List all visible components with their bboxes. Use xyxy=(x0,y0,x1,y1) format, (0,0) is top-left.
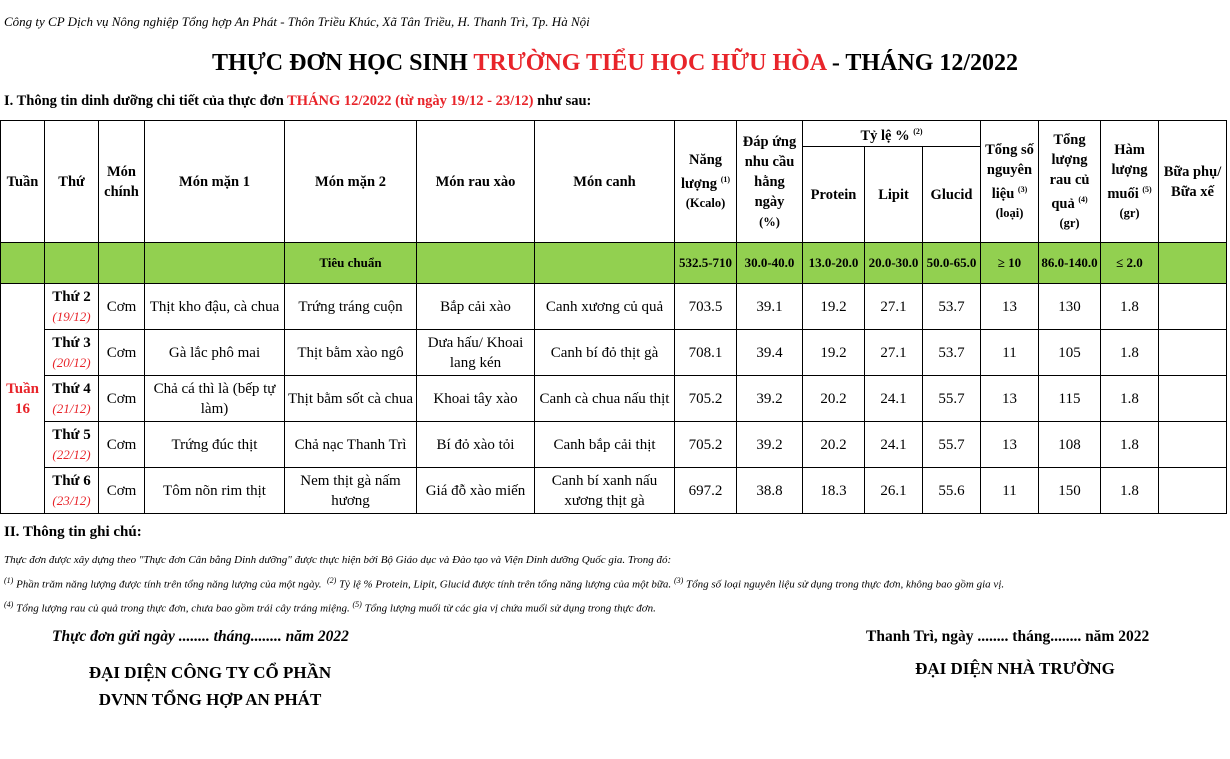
lipit-cell: 27.1 xyxy=(865,330,923,376)
week-cell xyxy=(1,284,45,514)
kcal-cell: 703.5 xyxy=(675,284,737,330)
header-tong-nguyen-lieu xyxy=(981,121,1039,243)
nguyen-lieu-cell: 13 xyxy=(981,376,1039,422)
muoi-unit: (gr) xyxy=(1119,206,1140,221)
standard-protein: 13.0-20.0 xyxy=(803,243,865,284)
company-info: Công ty CP Dịch vụ Nông nghiệp Tổng hợp An Phát - Thôn Triều Khúc, Xã Tân Triều, H. Thanh Trì, Tp. Hà Nội xyxy=(4,14,590,29)
rau-gr-cell: 150 xyxy=(1039,468,1101,514)
table-row xyxy=(1,468,1227,514)
header-mon-rau-xao: Món rau xào xyxy=(417,121,535,243)
protein-cell: 20.2 xyxy=(803,376,865,422)
muoi-cell: 1.8 xyxy=(1101,330,1159,376)
nguyen-lieu-cell: 13 xyxy=(981,284,1039,330)
header-mon-man-1: Món mặn 1 xyxy=(145,121,285,243)
glucid-cell: 53.7 xyxy=(923,284,981,330)
company-rep-line-1: ĐẠI DIỆN CÔNG TY CỔ PHẦN xyxy=(88,663,332,682)
mon-chinh-cell: Cơm xyxy=(99,422,145,468)
place-date: Thanh Trì, ngày ........ tháng........ năm 2022 xyxy=(866,628,1150,645)
rau-gr-cell: 108 xyxy=(1039,422,1101,468)
glucid-cell: 53.7 xyxy=(923,330,981,376)
standard-glucid: 50.0-65.0 xyxy=(923,243,981,284)
dap-ung-cell: 39.2 xyxy=(737,376,803,422)
note-sup-2: (2) xyxy=(326,576,337,585)
section-2-heading: II. Thông tin ghi chú: xyxy=(4,524,142,540)
mon-canh-cell: Canh cà chua nấu thịt xyxy=(535,376,675,422)
mon-canh-cell: Canh bí xanh nấu xương thịt gà xyxy=(535,468,675,514)
mon-man-1-cell: Gà lắc phô mai xyxy=(145,330,285,376)
header-ty-le xyxy=(803,121,981,147)
standard-tong-nl: ≥ 10 xyxy=(981,243,1039,284)
nguyen-lieu-cell: 13 xyxy=(981,422,1039,468)
week-label: Tuần xyxy=(6,380,39,397)
mon-man-2-cell: Thịt bằm xào ngô xyxy=(285,330,417,376)
day-cell xyxy=(45,330,99,376)
standard-tong-rau: 86.0-140.0 xyxy=(1039,243,1101,284)
lipit-cell: 26.1 xyxy=(865,468,923,514)
mon-chinh-cell: Cơm xyxy=(99,284,145,330)
protein-cell: 19.2 xyxy=(803,284,865,330)
protein-cell: 20.2 xyxy=(803,422,865,468)
standard-nang-luong: 532.5-710 xyxy=(675,243,737,284)
bua-phu-cell xyxy=(1159,284,1227,330)
page-title xyxy=(0,50,1230,77)
lipit-cell: 27.1 xyxy=(865,284,923,330)
muoi-cell: 1.8 xyxy=(1101,422,1159,468)
title-month: - THÁNG 12/2022 xyxy=(825,50,1019,76)
mon-man-2-cell: Trứng tráng cuộn xyxy=(285,284,417,330)
sent-date: Thực đơn gửi ngày ........ tháng........ năm 2022 xyxy=(52,628,349,645)
mon-canh-cell: Canh bí đỏ thịt gà xyxy=(535,330,675,376)
week-number: 16 xyxy=(15,400,30,417)
bua-phu-cell xyxy=(1159,422,1227,468)
menu-table xyxy=(0,120,1227,514)
header-nang-luong xyxy=(675,121,737,243)
mon-chinh-cell: Cơm xyxy=(99,330,145,376)
nguyen-lieu-cell: 11 xyxy=(981,330,1039,376)
nguyen-lieu-cell: 11 xyxy=(981,468,1039,514)
ty-le-sup: (2) xyxy=(913,126,923,136)
mon-rau-cell: Dưa hấu/ Khoai lang kén xyxy=(417,330,535,376)
lipit-cell: 24.1 xyxy=(865,422,923,468)
note-line-1 xyxy=(4,576,1230,591)
header-lipit: Lipit xyxy=(865,147,923,243)
mon-man-2-cell: Chả nạc Thanh Trì xyxy=(285,422,417,468)
mon-rau-cell: Khoai tây xào xyxy=(417,376,535,422)
tong-nl-label: Tổng số nguyên liệu xyxy=(985,141,1034,202)
dap-ung-cell: 39.1 xyxy=(737,284,803,330)
note-line-2 xyxy=(4,600,1230,615)
kcal-cell: 705.2 xyxy=(675,422,737,468)
mon-man-1-cell: Trứng đúc thịt xyxy=(145,422,285,468)
day-date: (21/12) xyxy=(52,400,91,416)
kcal-cell: 697.2 xyxy=(675,468,737,514)
ty-le-label: Tỷ lệ % xyxy=(860,127,910,144)
mon-rau-cell: Bí đỏ xào tỏi xyxy=(417,422,535,468)
mon-canh-cell: Canh xương củ quả xyxy=(535,284,675,330)
mon-chinh-cell: Cơm xyxy=(99,468,145,514)
header-dap-ung xyxy=(737,121,803,243)
company-rep-line-2: DVNN TỔNG HỢP AN PHÁT xyxy=(98,690,322,709)
mon-canh-cell: Canh bắp cải thịt xyxy=(535,422,675,468)
note-4: Tổng lượng rau củ quả trong thực đơn, chưa bao gồm trái cây tráng miệng. xyxy=(16,602,350,615)
day-name: Thứ 6 xyxy=(52,472,91,489)
note-intro: Thực đơn được xây dựng theo "Thực đơn Cân bằng Dinh dưỡng" được thực hiện bởi Bộ Giáo dục và Đào tạo và Viện Dinh dưỡng Quốc gia. Trong đó: xyxy=(4,554,672,566)
note-sup-3: (3) xyxy=(673,576,684,585)
day-name: Thứ 2 xyxy=(52,288,91,305)
mon-chinh-cell: Cơm xyxy=(99,376,145,422)
protein-cell: 18.3 xyxy=(803,468,865,514)
section-1-prefix: I. Thông tin dinh dưỡng chi tiết của thực đơn xyxy=(4,93,288,109)
school-name: TRƯỜNG TIỂU HỌC HỮU HÒA xyxy=(473,50,826,76)
tong-nl-sup: (3) xyxy=(1017,184,1028,194)
rau-gr-cell: 105 xyxy=(1039,330,1101,376)
day-date: (19/12) xyxy=(52,308,91,324)
section-1-period: THÁNG 12/2022 (từ ngày 19/12 - 23/12) xyxy=(287,93,534,109)
bua-phu-cell xyxy=(1159,376,1227,422)
day-cell xyxy=(45,422,99,468)
nang-luong-sup: (1) xyxy=(720,174,731,184)
mon-man-2-cell: Nem thịt gà nấm hương xyxy=(285,468,417,514)
kcal-cell: 708.1 xyxy=(675,330,737,376)
mon-man-1-cell: Chả cá thì là (bếp tự làm) xyxy=(145,376,285,422)
note-3: Tổng số loại nguyên liệu sử dụng trong thực đơn, không bao gồm gia vị. xyxy=(686,578,1005,591)
header-bua-phu: Bữa phụ/ Bữa xế xyxy=(1159,121,1227,243)
nang-luong-label: Năng lượng xyxy=(680,151,723,192)
day-date: (23/12) xyxy=(52,492,91,508)
standard-row xyxy=(1,243,1227,284)
muoi-cell: 1.8 xyxy=(1101,284,1159,330)
muoi-label: Hàm lượng muối xyxy=(1107,141,1148,202)
day-cell xyxy=(45,376,99,422)
day-name: Thứ 4 xyxy=(52,380,91,397)
title-prefix: THỰC ĐƠN HỌC SINH xyxy=(211,50,474,76)
header-tong-rau-cu-qua xyxy=(1039,121,1101,243)
header-protein: Protein xyxy=(803,147,865,243)
header-mon-man-2: Món mặn 2 xyxy=(285,121,417,243)
muoi-cell: 1.8 xyxy=(1101,376,1159,422)
section-1-heading xyxy=(4,93,1230,110)
section-1-suffix: như sau: xyxy=(533,93,592,109)
standard-lipit: 20.0-30.0 xyxy=(865,243,923,284)
header-glucid: Glucid xyxy=(923,147,981,243)
glucid-cell: 55.7 xyxy=(923,376,981,422)
dap-ung-label: Đáp ứng nhu cầu hằng ngày xyxy=(742,133,797,210)
glucid-cell: 55.7 xyxy=(923,422,981,468)
tong-nl-unit: (loại) xyxy=(995,206,1024,221)
header-mon-canh: Món canh xyxy=(535,121,675,243)
mon-rau-cell: Giá đỗ xào miến xyxy=(417,468,535,514)
dap-ung-unit: (%) xyxy=(759,214,780,229)
muoi-sup: (5) xyxy=(1142,184,1152,194)
standard-label: Tiêu chuẩn xyxy=(285,243,417,284)
tong-rau-sup: (4) xyxy=(1078,194,1088,204)
nang-luong-unit: (Kcalo) xyxy=(685,196,726,211)
standard-muoi: ≤ 2.0 xyxy=(1101,243,1159,284)
lipit-cell: 24.1 xyxy=(865,376,923,422)
note-1: Phần trăm năng lượng được tính trên tổng năng lượng của một ngày. xyxy=(16,578,322,591)
mon-rau-cell: Bắp cải xào xyxy=(417,284,535,330)
note-sup-1: (1) xyxy=(4,576,14,585)
glucid-cell: 55.6 xyxy=(923,468,981,514)
note-sup-5: (5) xyxy=(352,600,362,609)
tong-rau-label: Tổng lượng rau củ quả xyxy=(1049,131,1090,212)
muoi-cell: 1.8 xyxy=(1101,468,1159,514)
header-thu: Thứ xyxy=(45,121,99,243)
day-name: Thứ 5 xyxy=(52,426,91,443)
bua-phu-cell xyxy=(1159,468,1227,514)
header-tuan: Tuần xyxy=(1,121,45,243)
table-row xyxy=(1,376,1227,422)
day-date: (22/12) xyxy=(52,446,91,462)
day-name: Thứ 3 xyxy=(52,334,91,351)
day-cell xyxy=(45,284,99,330)
mon-man-1-cell: Tôm nõn rim thịt xyxy=(145,468,285,514)
day-cell xyxy=(45,468,99,514)
rau-gr-cell: 130 xyxy=(1039,284,1101,330)
school-representative: ĐẠI DIỆN NHÀ TRƯỜNG xyxy=(915,659,1115,678)
rau-gr-cell: 115 xyxy=(1039,376,1101,422)
table-row xyxy=(1,284,1227,330)
dap-ung-cell: 39.2 xyxy=(737,422,803,468)
table-row xyxy=(1,330,1227,376)
mon-man-1-cell: Thịt kho đậu, cà chua xyxy=(145,284,285,330)
note-sup-4: (4) xyxy=(4,600,14,609)
company-representative xyxy=(40,659,380,713)
tong-rau-unit: (gr) xyxy=(1059,216,1080,231)
mon-man-2-cell: Thịt bằm sốt cà chua xyxy=(285,376,417,422)
note-2: Tỷ lệ % Protein, Lipit, Glucid được tính trên tổng năng lượng của một bữa. xyxy=(339,578,672,591)
standard-dap-ung: 30.0-40.0 xyxy=(737,243,803,284)
day-date: (20/12) xyxy=(52,354,91,370)
bua-phu-cell xyxy=(1159,330,1227,376)
protein-cell: 19.2 xyxy=(803,330,865,376)
header-mon-chinh: Món chính xyxy=(99,121,145,243)
header-ham-luong-muoi xyxy=(1101,121,1159,243)
dap-ung-cell: 38.8 xyxy=(737,468,803,514)
kcal-cell: 705.2 xyxy=(675,376,737,422)
table-row xyxy=(1,422,1227,468)
note-5: Tổng lượng muối từ các gia vị chứa muối sử dụng trong thực đơn. xyxy=(364,602,656,615)
dap-ung-cell: 39.4 xyxy=(737,330,803,376)
